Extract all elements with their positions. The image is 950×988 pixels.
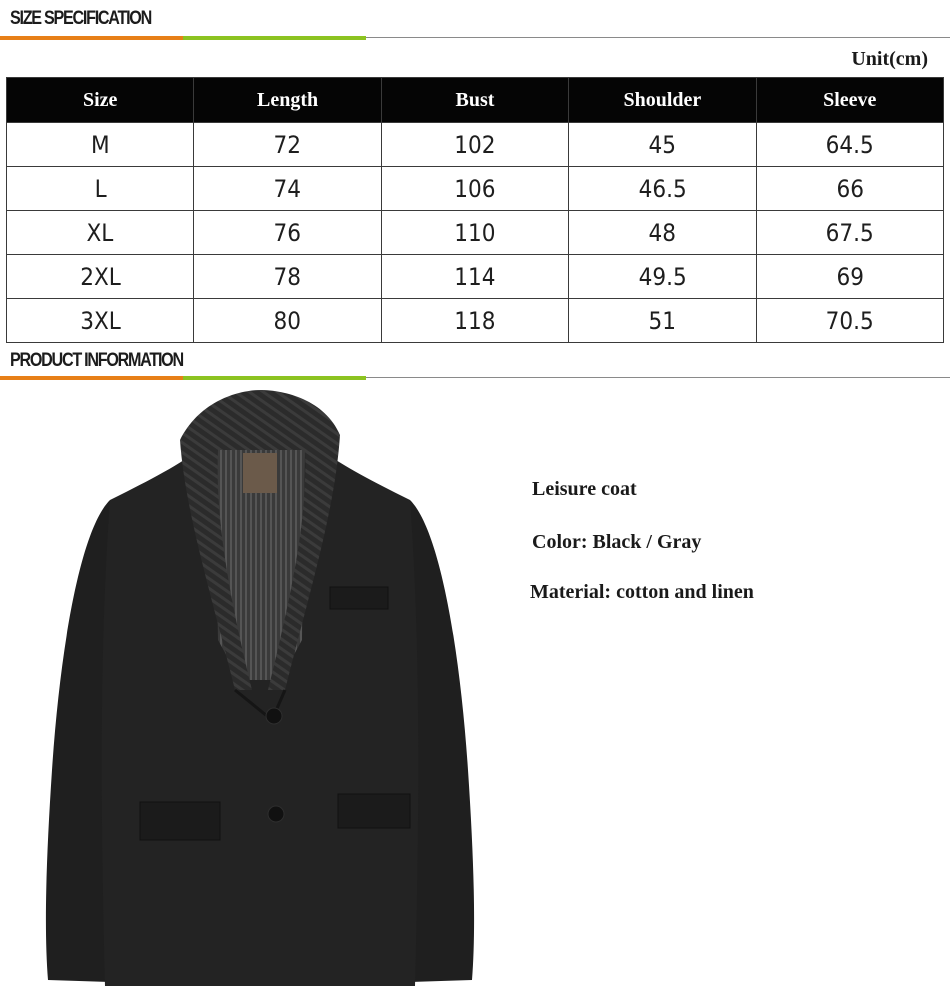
table-cell: 110 bbox=[381, 211, 568, 255]
table-cell: XL bbox=[7, 211, 194, 255]
table-row bbox=[7, 299, 944, 343]
table-cell: 72 bbox=[194, 123, 381, 167]
table-cell: 3XL bbox=[7, 299, 194, 343]
section-divider bbox=[0, 36, 950, 40]
table-cell: 102 bbox=[381, 123, 568, 167]
table-cell: M bbox=[7, 123, 194, 167]
table-row bbox=[7, 211, 944, 255]
table-cell: 78 bbox=[194, 255, 381, 299]
table-cell: 46.5 bbox=[569, 167, 756, 211]
column-header: Bust bbox=[381, 78, 568, 123]
table-row bbox=[7, 123, 944, 167]
product-name: Leisure coat bbox=[532, 478, 637, 500]
unit-label: Unit(cm) bbox=[851, 48, 928, 70]
table-cell: 106 bbox=[381, 167, 568, 211]
size-specification-title: SIZE SPECIFICATION bbox=[10, 8, 151, 29]
table-cell: 80 bbox=[194, 299, 381, 343]
table-cell: 74 bbox=[194, 167, 381, 211]
table-cell: 67.5 bbox=[756, 211, 943, 255]
table-cell: 64.5 bbox=[756, 123, 943, 167]
table-cell: 70.5 bbox=[756, 299, 943, 343]
column-header: Shoulder bbox=[569, 78, 756, 123]
product-material: Material: cotton and linen bbox=[530, 581, 754, 603]
table-cell: 2XL bbox=[7, 255, 194, 299]
table-header-row bbox=[7, 78, 944, 123]
table-cell: 49.5 bbox=[569, 255, 756, 299]
table-cell: 69 bbox=[756, 255, 943, 299]
section-divider bbox=[0, 376, 950, 380]
coat-image bbox=[40, 390, 480, 986]
table-cell: 118 bbox=[381, 299, 568, 343]
table-cell: 45 bbox=[569, 123, 756, 167]
column-header: Sleeve bbox=[756, 78, 943, 123]
size-table bbox=[6, 77, 944, 343]
table-cell: 76 bbox=[194, 211, 381, 255]
table-cell: 114 bbox=[381, 255, 568, 299]
product-information-title: PRODUCT INFORMATION bbox=[10, 350, 183, 371]
table-cell: L bbox=[7, 167, 194, 211]
table-cell: 48 bbox=[569, 211, 756, 255]
product-color: Color: Black / Gray bbox=[532, 531, 702, 553]
column-header: Size bbox=[7, 78, 194, 123]
table-cell: 66 bbox=[756, 167, 943, 211]
column-header: Length bbox=[194, 78, 381, 123]
table-cell: 51 bbox=[569, 299, 756, 343]
table-row bbox=[7, 255, 944, 299]
table-row bbox=[7, 167, 944, 211]
